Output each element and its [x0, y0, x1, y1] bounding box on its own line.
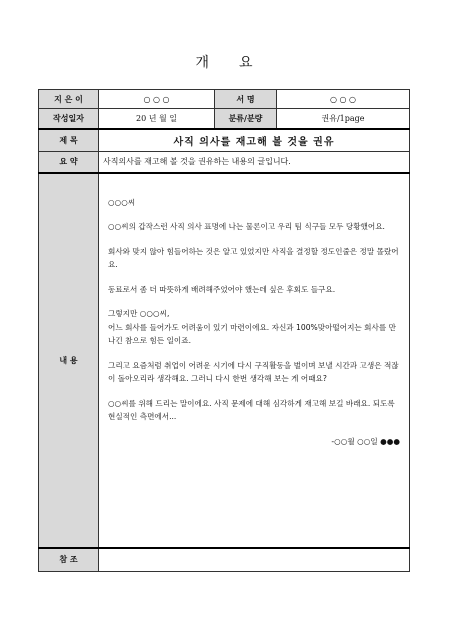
- body-paragraph-2: ○○씨의 갑작스런 사직 의사 표명에 나는 물론이고 우리 팀 식구들 모두 당황했어요.: [108, 222, 385, 231]
- date-row: [39, 109, 410, 129]
- category-label: 분류/분량: [215, 109, 277, 129]
- body-content: [99, 173, 410, 548]
- summary-label: 요 약: [39, 152, 99, 173]
- date-value: 20 년 월 일: [99, 109, 215, 129]
- body-paragraph-4: 동료로서 좀 더 따뜻하게 배려해주었어야 했는데 싶은 후회도 들구요.: [108, 284, 336, 294]
- body-paragraph-6: 그리고 요즘처럼 취업이 어려운 시기에 다시 구직활동을 벌이며 보낼 시간과 고생은 적잖이 돌아오리라 생각해요. 그러니 다시 한번 생각해 보는 게 어때요?: [108, 360, 399, 383]
- signature-value: ○ ○ ○: [277, 90, 410, 109]
- overview-table: [38, 89, 410, 572]
- author-value: ○ ○ ○: [99, 90, 215, 109]
- body-paragraph-1: ○○○씨: [108, 197, 136, 207]
- reference-value: [99, 548, 410, 572]
- summary-value: 사직의사를 재고해 볼 것을 권유하는 내용의 글입니다.: [99, 152, 410, 173]
- reference-label: 참 조: [39, 548, 99, 572]
- signature-label: 서 명: [215, 90, 277, 109]
- body-paragraph-7: ○○씨를 위해 드리는 말이에요. 사직 문제에 대해 심각하게 재고해 보길 바래요. 되도록 현실적인 측면에서...: [108, 398, 395, 421]
- subject-value: 사직 의사를 재고해 볼 것을 권유: [99, 129, 410, 152]
- title-char-1: 개: [195, 55, 211, 71]
- body-row: [39, 173, 410, 548]
- author-row: [39, 90, 410, 109]
- date-label: 작성일자: [39, 109, 99, 129]
- body-paragraph-3: 회사와 맞지 않아 힘들어하는 것은 알고 있었지만 사직을 결정할 정도인줄은 정말 몰랐어요.: [108, 246, 399, 269]
- reference-row: [39, 548, 410, 572]
- title-char-2: 요: [239, 55, 255, 71]
- body-paragraph-5: 그렇지만 ○○○씨, 어느 회사를 들어가도 어려움이 있기 마련이에요. 자신과 100%맞아떨어지는 회사를 만나긴 참으로 힘든 일이죠.: [108, 309, 396, 345]
- document-title: [0, 52, 450, 72]
- letter-signature: -○○월 ○○일 ●●●: [331, 436, 400, 446]
- summary-row: [39, 152, 410, 173]
- subject-label: 제 목: [39, 129, 99, 152]
- body-label: 내 용: [39, 173, 99, 548]
- author-label: 지 은 이: [39, 90, 99, 109]
- subject-row: [39, 129, 410, 152]
- category-value: 권유/1page: [277, 109, 410, 129]
